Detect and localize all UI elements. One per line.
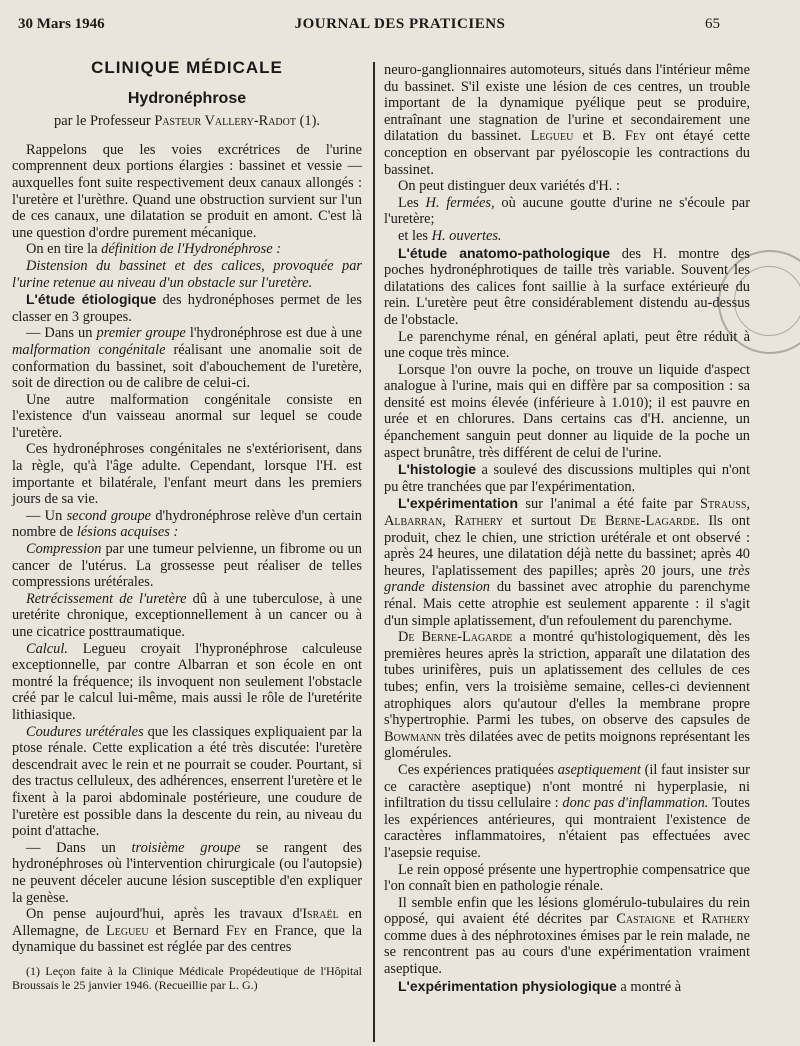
paragraph: L'histologie a soulevé des discussions multiples qui n'ont pu être tranchées que par l'expérimentation. (384, 461, 750, 495)
issue-date: 30 Mars 1946 (18, 16, 105, 32)
paragraph: — Dans un troisième groupe se rangent des hydronéphroses où l'intervention chirurgicale (ou l'autopsie) ne peuvent déceler aucune lésion susceptible d'en expliquer la genèse. (12, 839, 362, 906)
paragraph: Le rein opposé présente une hypertrophie compensatrice que l'on connaît bien en pathologie rénale. (384, 861, 750, 895)
paragraph: L'expérimentation sur l'animal a été faite par Strauss, Albarran, Rathery et surtout De Berne-Lagarde. Ils ont produit, chez le chien, une striction urétérale et ont observé : après 24 heures, une dilatation déjà nette du bassinet; après 40 heures, l'aplatissement des papilles; après 20 jours, une très grande distension du bassinet avec atrophie du parenchyme rénal. Mais cette atrophie est seulement apparente : il s'agit d'un simple aplatissement, d'un refoulement du parenchyme. (384, 495, 750, 629)
column-divider (373, 62, 375, 1042)
paragraph: Ces hydronéphroses congénitales ne s'extériorisent, dans la règle, qu'à l'âge adulte. Cependant, lorsque l'H. est importante et bilatérale, l'enfant meurt dans les premiers jours de sa vie. (12, 441, 362, 508)
paragraph: neuro-ganglionnaires automoteurs, situés dans l'intérieur même du bassinet. S'il existe une lésion de ces centres, un trouble important de la dynamique pyélique peut se produire, entraînant une stagnation de l'urine et secondairement une dilatation du bassinet. Legueu et B. Fey ont étayé cette conception en observant par pyéloscopie les contractions du bassinet. (384, 62, 750, 178)
subheading-etiologique: L'étude étiologique (26, 291, 157, 308)
author-name: Pasteur Vallery-Radot (154, 113, 296, 130)
paragraph: De Berne-Lagarde a montré qu'histologiquement, dès les premières heures après la striction, apparaît une dilatation des tubes urinifères, puis un aplatissement des cellules de ces tubes; enfin, vers la troisième semaine, celles-ci deviennent atrophiques alors qu'autour d'elles la membrane propre s'hypertrophie. Parmi les tubes, on observe des capsules de Bowmann très dilatées avec de petits moignons représentant les glomérules. (384, 629, 750, 762)
paragraph: L'étude étiologique des hydronéphoses permet de les classer en 3 groupes. (12, 291, 362, 325)
paragraph: Retrécissement de l'uretère dû à une tuberculose, à une uretérite chronique, exceptionnellement à un cancer ou à une cicatrice posttraumatique. (12, 590, 362, 640)
paragraph: Le parenchyme rénal, en général aplati, peut être réduit à une coque très mince. (384, 328, 750, 362)
paragraph: L'expérimentation physiologique a montré à (398, 977, 682, 995)
footnote: (1) Leçon faite à la Clinique Médicale Propédeutique de l'Hôpital Broussais le 25 janvier 1946. (Recueillie par L. G.) (12, 963, 362, 992)
stamp-inner-ring (734, 266, 800, 336)
paragraph: On peut distinguer deux variétés d'H. : (398, 178, 621, 195)
article-title: Hydronéphrose (127, 89, 247, 107)
paragraph: — Dans un premier groupe l'hydronéphrose est due à une malformation congénitale réalisant une anomalie soit de conformation du bassinet, soit d'abouchement de l'uretère, soit de direction ou de calibre de celui-ci. (12, 325, 363, 392)
paragraph: Ces expériences pratiquées aseptiquement (il faut insister sur ce caractère aseptique) n'ont montré ni hyperplasie, ni infiltration du tissu cellulaire : donc pas d'inflammation. Toutes les expériences antérieures, qui montraient l'existence de caractères inflammatoires, n'étaient pas effectuées avec l'asepsie requise. (384, 761, 750, 861)
paragraph: Calcul. Legueu croyait l'hypronéphrose calculeuse exceptionnelle, par contre Albarran et son école en ont montré la fréquence; ils invoquent non seulement l'obstacle créé par le calcul lui-même, mais aussi le rôle de l'uretérite lithiasique. (12, 640, 362, 723)
paragraph: Coudures urétérales que les classiques expliquaient par la ptose rénale. Cette explication a été très discutée: l'uretère descendrait avec le rein et ne pourrait se couder. Pourtant, si des tractus celluleux, des adhérences, enserrent l'uretère et le fixent à la paroi abdominale postérieure, une coudure de l'uretère est possible dans la descente du rein, au niveau du point d'attache. (12, 723, 362, 840)
page-header (0, 0, 800, 48)
paragraph: — Un second groupe d'hydronéphrose relève d'un certain nombre de lésions acquises : (12, 507, 363, 541)
paragraph: On en tire la définition de l'Hydronéphrose : (26, 241, 282, 258)
page-number: 65 (705, 16, 720, 32)
paragraph: Compression par une tumeur pelvienne, un fibrome ou un cancer de l'utérus. La grossesse peut réaliser de telles compressions urétérales. (12, 541, 362, 591)
section-title: CLINIQUE MÉDICALE (91, 58, 283, 77)
subheading-histologie: L'histologie (398, 461, 476, 478)
subheading-physiologique: L'expérimentation physiologique (398, 977, 617, 994)
right-column (384, 62, 750, 995)
subheading-anatomo: L'étude anatomo-pathologique (398, 244, 611, 261)
definition-text: Distension du bassinet et des calices, provoquée par l'urine retenue au niveau d'un obstacle sur l'uretère. (12, 257, 362, 291)
byline: par le Professeur Pasteur Vallery-Radot (1). (54, 113, 320, 130)
paragraph: Les H. fermées, où aucune goutte d'urine ne s'écoule par l'uretère; (384, 194, 750, 228)
left-column (12, 56, 362, 992)
paragraph: Une autre malformation congénitale consiste en l'existence d'un vaisseau anormal sur lequel se coude l'uretère. (12, 391, 362, 441)
paragraph: On pense aujourd'hui, après les travaux d'Israël en Allemagne, de Legueu et Bernard Fey en France, que la dynamique du bassinet est réglée par des centres (12, 906, 362, 956)
journal-title: JOURNAL DES PRATICIENS (294, 16, 506, 32)
paragraph: L'étude anatomo-pathologique des H. montre des poches hydronéphrotiques de taille très variable. Souvent les dilatations des calices font saillie à la surface extérieure du rein. L'uretère peut être considérablement distendu au-dessus de l'obstacle. (384, 244, 750, 328)
paragraph: Lorsque l'on ouvre la poche, on trouve un liquide d'aspect analogue à l'urine, mais qui en diffère par sa composition : sa densité est moins élevée (inférieure à 1.010); il est pauvre en urée et en chlorures. Dans certains cas d'H. ancienne, un épanchement sanguin peut donner au liquide de la poche un aspect brunâtre, très différent de celui de l'urine. (384, 361, 750, 461)
subheading-experimentation: L'expérimentation (398, 495, 519, 512)
paragraph: Il semble enfin que les lésions glomérulo-tubulaires du rein opposé, qui avaient été décrites par Castaigne et Rathery comme dues à des néphrotoxines émises par le rein malade, ne se rencontrent pas au cours d'une expérimentation vraiment aseptique. (384, 894, 750, 978)
paragraph: et les H. ouvertes. (398, 227, 502, 244)
paragraph: Rappelons que les voies excrétrices de l'urine comprennent deux portions élargies : bassinet et vessie — auxquelles font suite respectivement deux canaux allongés : l'uretère et l'urèthre. Quand une obstruction survient sur l'un de ces canaux, une dilatation se produit en amont. C'est là une question d'ordre purement mécanique. (12, 141, 362, 241)
